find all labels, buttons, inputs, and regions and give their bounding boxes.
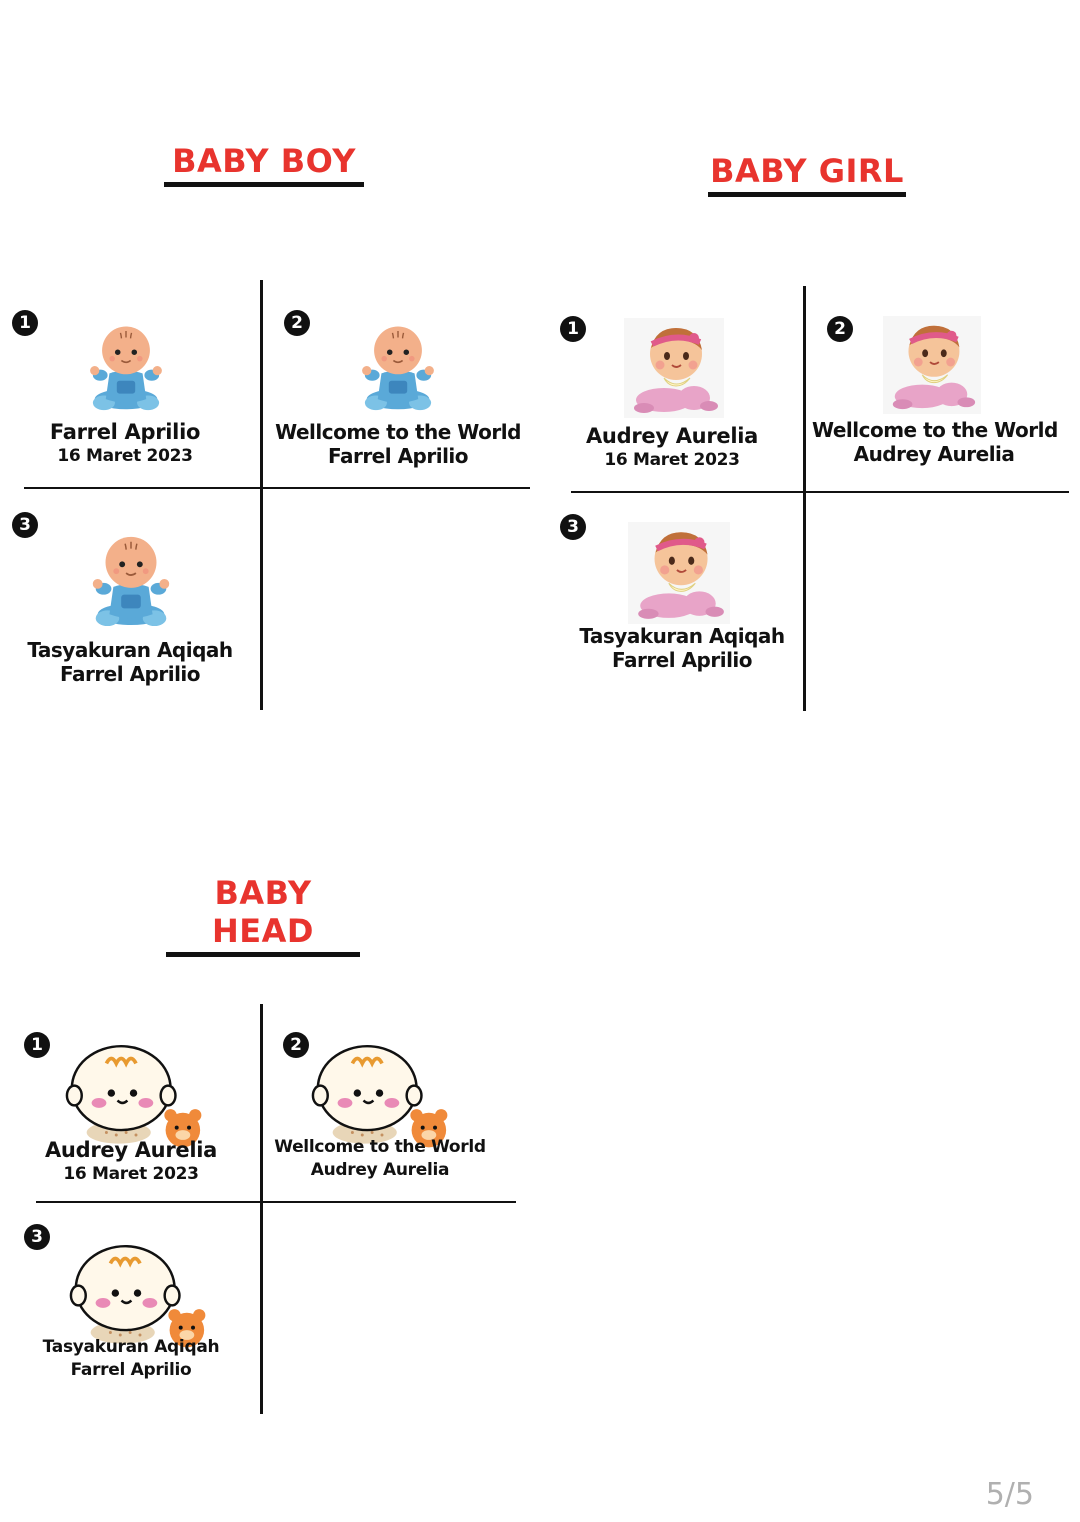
grid-divider-horizontal: [24, 487, 530, 489]
label-cell: [266, 1136, 494, 1182]
baby-boy-icon: [82, 526, 180, 632]
label-line-secondary: Audrey Aurelia: [853, 442, 1015, 466]
label-line-primary: Audrey Aurelia: [585, 424, 758, 448]
label-cell: [270, 420, 526, 468]
label-cell: [560, 624, 804, 672]
label-line-primary: Audrey Aurelia: [44, 1138, 217, 1162]
label-line-primary: Farrel Aprilio: [49, 420, 201, 444]
cell-number-badge: 1: [24, 1032, 50, 1058]
grid-divider-horizontal: [571, 491, 1069, 493]
cell-number-badge: 1: [12, 310, 38, 336]
page-indicator: 5/5: [985, 1477, 1034, 1512]
label-cell: [0, 638, 260, 686]
label-line-secondary: Farrel Aprilio: [611, 648, 753, 672]
grid-divider-vertical: [260, 1004, 263, 1414]
section-title-baby-girl: BABY GIRL: [708, 152, 906, 197]
baby-boy-icon: [352, 316, 444, 416]
baby-girl-icon: [620, 318, 728, 418]
label-line-primary: Wellcome to the World: [275, 420, 521, 444]
label-line-secondary: Audrey Aurelia: [310, 1160, 450, 1180]
label-line-secondary: Farrel Aprilio: [59, 662, 201, 686]
label-line-primary: Wellcome to the World: [274, 1137, 486, 1157]
cell-number-badge: 2: [283, 1032, 309, 1058]
baby-girl-icon: [880, 316, 984, 414]
cell-number-badge: 3: [560, 514, 586, 540]
cell-number-badge: 2: [827, 316, 853, 342]
label-line-primary: Wellcome to the World: [812, 418, 1058, 442]
label-line-secondary: 16 Maret 2023: [63, 1164, 199, 1184]
label-cell: [548, 424, 796, 472]
label-cell: [0, 420, 250, 468]
label-line-secondary: 16 Maret 2023: [604, 450, 740, 470]
label-cell: [6, 1336, 256, 1382]
section-title-baby-head: BABY HEAD: [166, 874, 360, 957]
section-title-baby-boy: BABY BOY: [164, 142, 364, 187]
label-cell: [6, 1138, 256, 1186]
cell-number-badge: 2: [284, 310, 310, 336]
label-line-primary: Tasyakuran Aqiqah: [42, 1337, 220, 1357]
label-line-secondary: Farrel Aprilio: [70, 1360, 192, 1380]
label-line-secondary: 16 Maret 2023: [57, 446, 193, 466]
label-line-primary: Tasyakuran Aqiqah: [27, 638, 233, 662]
grid-divider-vertical: [260, 280, 263, 710]
cell-number-badge: 1: [560, 316, 586, 342]
baby-girl-icon: [624, 522, 734, 624]
label-cell: [812, 418, 1056, 466]
baby-boy-icon: [80, 316, 172, 416]
label-line-primary: Tasyakuran Aqiqah: [579, 624, 785, 648]
cell-number-badge: 3: [12, 512, 38, 538]
grid-divider-horizontal: [36, 1201, 516, 1203]
cell-number-badge: 3: [24, 1224, 50, 1250]
label-line-secondary: Farrel Aprilio: [327, 444, 469, 468]
